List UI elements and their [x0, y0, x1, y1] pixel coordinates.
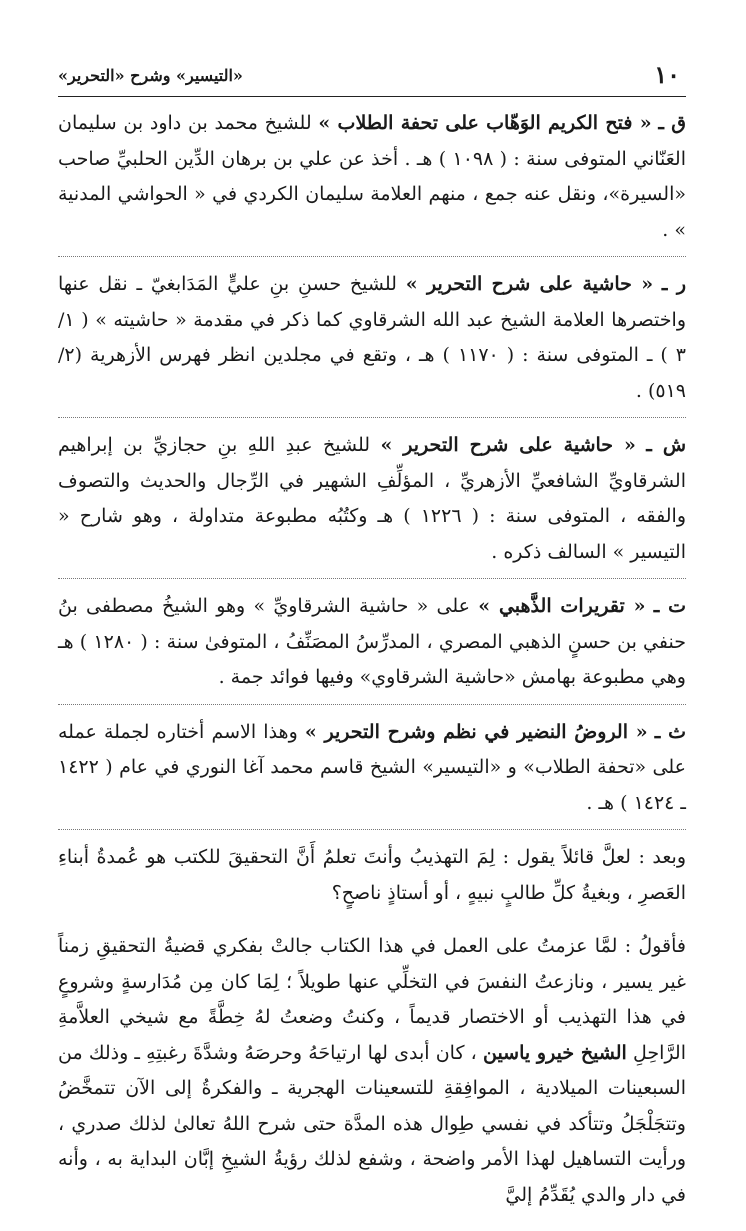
paragraph-question — [58, 840, 686, 919]
book-title: « الروضُ النضير في نظم وشرح التحرير » — [304, 720, 648, 743]
page-body — [58, 106, 686, 1231]
entry-ra — [58, 267, 686, 418]
paragraph-text-start: فأقولُ : لمَّا عزمتُ على العمل في هذا الكتاب جالتْ بفكري قضيةُ التحقيقِ زمناً غير يسير ، ونازعتُ النفسَ في التخلِّي عنها طويلاً ؛ لِمَا كان مِن مُدَارسةٍ وشروعٍ في هذا التهذيب أو الاختصار قديماً ، وكنتُ وضعتُ لهُ خِطَّةً مع شيخي العلاَّمةِ الرَّاحِلِ — [58, 935, 686, 1064]
entry-letter: ش ـ — [646, 434, 687, 456]
page-header — [58, 52, 686, 97]
entry-shin — [58, 428, 686, 579]
book-title: « حاشية على شرح التحرير » — [380, 434, 636, 456]
entry-text: للشيخ حسنِ بنِ عليٍّ المَدَابغيّ ـ نقل عنها واختصرها العلامة الشيخ عبد الله الشرقاوي كما ذكر في مقدمة « حاشيته » ( ١/ ٣ ) ـ المتوفى سنة : ( ١١٧٠ ) هـ ، وتقع في مجلدين انظر فهرس الأزهرية (٢/ ٥١٩) . — [58, 273, 686, 402]
paragraph-answer — [58, 929, 686, 1221]
entry-letter: ق ـ — [658, 112, 686, 134]
paragraph-text: وبعد : لعلَّ قائلاً يقول : لِمَ التهذيبُ وأنتَ تعلمُ أَنَّ التحقيقَ للكتب هو عُمدةُ أبناءِ العَصرِ ، وبغيةُ كلِّ طالبٍ نبيهٍ ، أو أستاذٍ ناصحٍ؟ — [58, 846, 686, 904]
entry-text: للشيخ عبدِ اللهِ بنِ حجازيِّ بن إبراهيم الشرقاويِّ الشافعيِّ الأزهريِّ ، المؤلِّفِ الشهير في الرِّجال والحديث والتصوف والفقه ، المتوفى سنة : ( ١٢٢٦ ) هـ وكتُبُه مطبوعة متداولة ، وهو شارح « التيسير » السالف ذكره . — [58, 434, 686, 563]
entry-text: على « حاشية الشرقاويِّ » وهو الشيخُ مصطفى بنُ حنفي بن حسنٍ الذهبي المصري ، المدرِّسُ المصَنِّفُ ، المتوفىٰ سنة : ( ١٢٨٠ ) هـ وهي مطبوعة بهامش «حاشية الشرقاوي» وفيها فوائد جمة . — [58, 595, 686, 688]
entry-text: للشيخ محمد بن داود بن سليمان العَنّاني المتوفى سنة : ( ١٠٩٨ ) هـ . أخذ عن علي بن برهان الدِّين الحلبيِّ صاحب «السيرة»، ونقل عنه جمع ، منهم العلامة سليمان الكردي في « الحواشي المدنية » . — [58, 112, 686, 241]
book-title: « تقريرات الذَّهبي » — [478, 595, 646, 617]
entry-text: وهذا الاسم أختاره لجملة عمله على «تحفة الطلاب» و «التيسير» الشيخ قاسم محمد آغا النوري في عام ( ١٤٢٢ ـ ١٤٢٤ ) هـ . — [58, 720, 686, 814]
entry-letter: ر ـ — [661, 273, 687, 295]
entry-letter: ث ـ — [654, 720, 686, 743]
book-page — [58, 52, 687, 1206]
entry-tha — [58, 715, 686, 831]
page-number: ١٠ — [654, 60, 680, 89]
running-title: «التيسير» وشرح «التحرير» — [58, 66, 243, 85]
book-title: « فتح الكريم الوَهّاب على تحفة الطلاب » — [318, 112, 652, 134]
entry-letter: ت ـ — [653, 595, 687, 617]
entry-ta — [58, 589, 686, 705]
sheikh-name: الشيخ خيرو ياسين — [482, 1041, 627, 1064]
book-title: « حاشية على شرح التحرير » — [405, 273, 654, 295]
entry-qaf — [58, 106, 686, 257]
paragraph-text-end: ، كان أبدى لها ارتياحَهُ وحرصَهُ وشدَّةَ رغبتِهِ ـ وذلك من السبعينات الميلادية ، الموافِقةِ للتسعينات الهجرية ـ والفكرةُ إلى الآن تتمخَّضُ وتتجَلْجَلُ وتتأكد في نفسي طِوال هذه المدَّة حتى شرح اللهُ تعالىٰ لذلك صدري ، ورأيت التساهيل لهذا الأمر واضحة ، وشفع لذلك رؤيةُ الشيخِ إبَّان البداية به ، وأنه في دار والدي يُقَدِّمُ إليَّ — [58, 1041, 686, 1206]
